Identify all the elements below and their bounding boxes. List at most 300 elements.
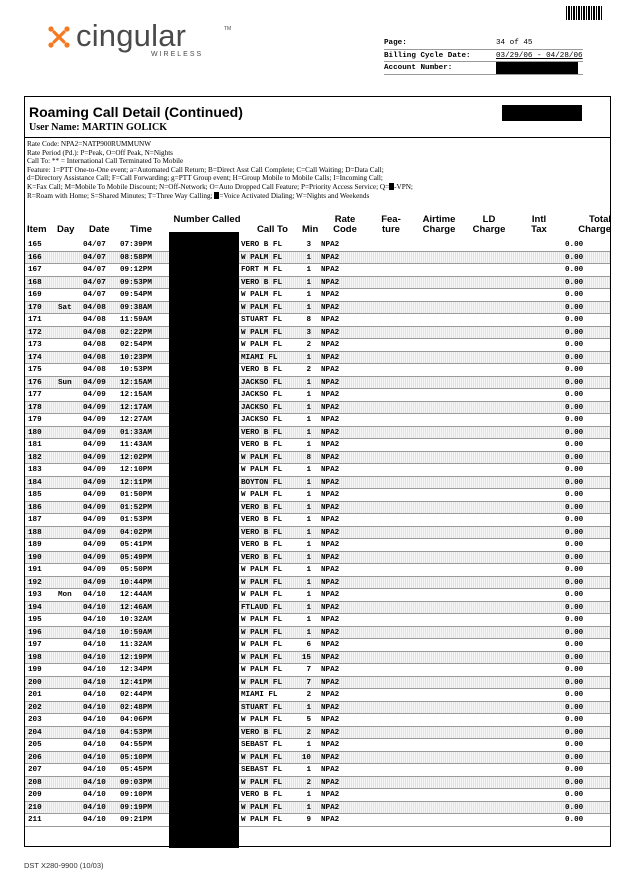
cell-total: 0.00 <box>565 241 584 249</box>
cell-min: 1 <box>306 428 311 437</box>
cell-time: 12:27AM <box>120 416 152 424</box>
cell-date: 04/10 <box>83 603 106 612</box>
col-ld-2: Charge <box>472 224 506 235</box>
cell-date: 04/08 <box>83 316 106 324</box>
cell-rate: NPA2 <box>321 303 340 312</box>
cell-time: 12:15AM <box>120 391 152 399</box>
cell-min: 1 <box>306 803 311 812</box>
cell-total: 0.00 <box>565 478 584 487</box>
table-row <box>25 702 610 715</box>
cell-call-to: VERO B FL <box>241 516 283 524</box>
cell-rate: NPA2 <box>321 778 340 787</box>
cell-min: 1 <box>306 528 311 537</box>
cell-min: 7 <box>306 678 311 687</box>
cell-time: 11:43AM <box>120 441 152 449</box>
table-row <box>25 777 610 790</box>
cell-call-to: W PALM FL <box>241 816 283 824</box>
cell-total: 0.00 <box>565 691 584 699</box>
cell-rate: NPA2 <box>321 378 340 387</box>
cell-time: 10:23PM <box>120 353 152 362</box>
cell-call-to: JACKSO FL <box>241 403 283 412</box>
cell-item: 202 <box>28 703 42 712</box>
cell-total: 0.00 <box>565 328 584 337</box>
cell-date: 04/10 <box>83 753 106 762</box>
cell-call-to: W PALM FL <box>241 653 283 662</box>
cell-total: 0.00 <box>565 391 584 399</box>
cell-min: 1 <box>306 766 311 774</box>
col-min: Min <box>302 224 319 235</box>
cell-date: 04/10 <box>83 666 106 674</box>
cell-rate: NPA2 <box>321 691 340 699</box>
cell-min: 2 <box>306 728 311 737</box>
cell-date: 04/10 <box>83 616 106 624</box>
cell-total: 0.00 <box>565 528 584 537</box>
col-feature-2: ture <box>382 224 400 235</box>
cell-item: 196 <box>28 628 42 637</box>
cell-total: 0.00 <box>565 753 584 762</box>
cell-date: 04/10 <box>83 703 106 712</box>
cell-rate: NPA2 <box>321 803 340 812</box>
cell-date: 04/09 <box>83 541 106 549</box>
cell-total: 0.00 <box>565 266 584 274</box>
cell-item: 174 <box>28 353 42 362</box>
cell-rate: NPA2 <box>321 666 340 674</box>
cell-call-to: FORT M FL <box>241 266 283 274</box>
col-intl-1: Intl <box>531 214 547 225</box>
cell-rate: NPA2 <box>321 391 340 399</box>
cell-item: 208 <box>28 778 42 787</box>
cell-min: 1 <box>306 703 311 712</box>
table-row <box>25 602 610 615</box>
cell-total: 0.00 <box>565 303 584 312</box>
table-row <box>25 752 610 765</box>
cell-total: 0.00 <box>565 653 584 662</box>
cell-item: 167 <box>28 266 42 274</box>
cell-call-to: SEBAST FL <box>241 766 283 774</box>
cell-min: 1 <box>306 628 311 637</box>
col-rate-2: Code <box>333 224 357 235</box>
cell-date: 04/10 <box>83 591 106 599</box>
table-row <box>25 377 610 390</box>
cell-date: 04/10 <box>83 741 106 749</box>
cell-date: 04/10 <box>83 628 106 637</box>
cell-call-to: STUART FL <box>241 316 283 324</box>
cell-item: 192 <box>28 578 42 587</box>
cell-total: 0.00 <box>565 766 584 774</box>
cell-rate: NPA2 <box>321 491 340 499</box>
title-redaction <box>502 105 582 121</box>
cell-date: 04/08 <box>83 341 106 349</box>
legend-feature-4 <box>27 192 609 201</box>
cell-time: 01:50PM <box>120 491 152 499</box>
cell-min: 10 <box>301 753 311 762</box>
cell-call-to: JACKSO FL <box>241 416 283 424</box>
cell-total: 0.00 <box>565 516 584 524</box>
cell-date: 04/09 <box>83 503 106 512</box>
cell-time: 05:45PM <box>120 766 152 774</box>
section-title: Roaming Call Detail (Continued) <box>29 104 243 120</box>
table-row <box>25 577 610 590</box>
cell-rate: NPA2 <box>321 341 340 349</box>
cell-time: 09:38AM <box>120 303 152 312</box>
cell-min: 1 <box>306 616 311 624</box>
col-intl-2: Tax <box>531 224 547 235</box>
cell-rate: NPA2 <box>321 641 340 649</box>
cell-rate: NPA2 <box>321 278 340 287</box>
table-row <box>25 489 610 502</box>
cell-rate: NPA2 <box>321 566 340 574</box>
cingular-logo <box>48 18 248 62</box>
table-row <box>25 514 610 527</box>
cell-min: 1 <box>306 791 311 799</box>
cell-total: 0.00 <box>565 278 584 287</box>
table-row <box>25 289 610 302</box>
cell-min: 1 <box>306 591 311 599</box>
cell-rate: NPA2 <box>321 366 340 374</box>
cell-time: 10:59AM <box>120 628 152 637</box>
cell-rate: NPA2 <box>321 453 340 462</box>
cell-time: 02:48PM <box>120 703 152 712</box>
cell-item: 178 <box>28 403 42 412</box>
table-row <box>25 364 610 377</box>
cell-time: 11:59AM <box>120 316 152 324</box>
table-header <box>25 214 610 238</box>
cell-call-to: BOYTON FL <box>241 478 283 487</box>
cell-min: 1 <box>306 378 311 387</box>
cell-item: 185 <box>28 491 42 499</box>
legend-feature-3a: K=Fax Call; M=Mobile To Mobile Discount; N=Off-Network; O=Auto Dropped Call Feature; P=Priority Access Service; Q= <box>27 182 390 191</box>
barcode <box>566 6 602 20</box>
cell-call-to: W PALM FL <box>241 628 283 637</box>
cell-time: 12:44AM <box>120 591 152 599</box>
table-row <box>25 339 610 352</box>
cell-item: 189 <box>28 541 42 549</box>
cell-time: 09:53PM <box>120 278 152 287</box>
cell-time: 12:17AM <box>120 403 152 412</box>
cell-time: 09:19PM <box>120 803 152 812</box>
cell-total: 0.00 <box>565 578 584 587</box>
cell-date: 04/09 <box>83 553 106 562</box>
cell-time: 07:39PM <box>120 241 152 249</box>
cell-call-to: VERO B FL <box>241 441 283 449</box>
cell-min: 9 <box>306 816 311 824</box>
cell-rate: NPA2 <box>321 728 340 737</box>
cell-min: 1 <box>306 566 311 574</box>
col-item: Item <box>27 224 47 235</box>
table-row <box>25 714 610 727</box>
cell-item: 175 <box>28 366 42 374</box>
cell-time: 04:53PM <box>120 728 152 737</box>
table-row <box>25 439 610 452</box>
cell-min: 1 <box>306 253 311 262</box>
cell-call-to: W PALM FL <box>241 753 283 762</box>
cell-call-to: JACKSO FL <box>241 378 283 387</box>
cell-rate: NPA2 <box>321 428 340 437</box>
account-number-redaction <box>496 62 578 74</box>
legend <box>27 140 609 200</box>
cell-time: 10:44PM <box>120 578 152 587</box>
cell-time: 09:12PM <box>120 266 152 274</box>
legend-feature-2: d=Directory Assistance Call; F=Call Forwarding; g=PTT Group event; H=Group Mobile to Mobile Calls; I=Incoming Call; <box>27 174 383 183</box>
col-feature-1: Fea- <box>381 214 401 225</box>
table-row <box>25 639 610 652</box>
table-row <box>25 789 610 802</box>
cell-time: 05:49PM <box>120 553 152 562</box>
cell-call-to: VERO B FL <box>241 541 283 549</box>
cell-total: 0.00 <box>565 741 584 749</box>
cell-call-to: JACKSO FL <box>241 391 283 399</box>
table-row <box>25 764 610 777</box>
table-row <box>25 814 610 827</box>
cell-rate: NPA2 <box>321 416 340 424</box>
cell-item: 172 <box>28 328 42 337</box>
cell-total: 0.00 <box>565 441 584 449</box>
table-row <box>25 502 610 515</box>
cell-date: 04/08 <box>83 366 106 374</box>
cell-item: 195 <box>28 616 42 624</box>
cell-item: 188 <box>28 528 42 537</box>
table-row <box>25 389 610 402</box>
cell-rate: NPA2 <box>321 541 340 549</box>
col-call-to: Call To <box>257 224 288 235</box>
table-row <box>25 527 610 540</box>
table-row <box>25 239 610 252</box>
cell-date: 04/08 <box>83 353 106 362</box>
cell-total: 0.00 <box>565 566 584 574</box>
cell-time: 09:03PM <box>120 778 152 787</box>
cell-date: 04/10 <box>83 766 106 774</box>
cell-time: 12:10PM <box>120 466 152 474</box>
cell-item: 187 <box>28 516 42 524</box>
cell-min: 1 <box>306 741 311 749</box>
table-row <box>25 352 610 365</box>
cell-time: 04:55PM <box>120 741 152 749</box>
cell-call-to: W PALM FL <box>241 253 283 262</box>
cell-call-to: W PALM FL <box>241 466 283 474</box>
cell-day: Mon <box>58 591 72 599</box>
table-row <box>25 614 610 627</box>
cingular-x-icon <box>48 26 70 48</box>
cell-call-to: VERO B FL <box>241 428 283 437</box>
cell-call-to: VERO B FL <box>241 553 283 562</box>
cell-min: 1 <box>306 516 311 524</box>
table-row <box>25 414 610 427</box>
cell-call-to: W PALM FL <box>241 578 283 587</box>
cell-time: 01:33AM <box>120 428 152 437</box>
cell-item: 199 <box>28 666 42 674</box>
table-row <box>25 402 610 415</box>
cell-total: 0.00 <box>565 503 584 512</box>
cell-call-to: SEBAST FL <box>241 741 283 749</box>
cell-min: 2 <box>306 341 311 349</box>
cell-time: 12:41PM <box>120 678 152 687</box>
cell-item: 177 <box>28 391 42 399</box>
legend-feature-4a: R=Roam with Home; S=Shared Minutes; T=Three Way Calling; <box>27 191 215 200</box>
cell-total: 0.00 <box>565 378 584 387</box>
cell-rate: NPA2 <box>321 628 340 637</box>
cell-time: 05:10PM <box>120 753 152 762</box>
cell-item: 173 <box>28 341 42 349</box>
cell-min: 1 <box>306 541 311 549</box>
cell-time: 11:32AM <box>120 641 152 649</box>
col-time: Time <box>130 224 153 235</box>
table-row <box>25 464 610 477</box>
col-number-called: Number Called <box>173 214 241 225</box>
user-name: User Name: MARTIN GOLICK <box>29 122 168 133</box>
cell-date: 04/09 <box>83 516 106 524</box>
cell-time: 12:34PM <box>120 666 152 674</box>
cell-total: 0.00 <box>565 778 584 787</box>
divider <box>25 137 610 138</box>
cell-call-to: STUART FL <box>241 703 283 712</box>
cell-date: 04/10 <box>83 778 106 787</box>
cell-date: 04/09 <box>83 403 106 412</box>
cell-date: 04/07 <box>83 291 106 299</box>
cell-call-to: W PALM FL <box>241 453 283 462</box>
cell-item: 193 <box>28 591 42 599</box>
cell-rate: NPA2 <box>321 441 340 449</box>
cell-date: 04/07 <box>83 253 106 262</box>
billing-value: 03/29/06 - 04/28/06 <box>496 51 583 60</box>
cell-total: 0.00 <box>565 428 584 437</box>
cell-date: 04/08 <box>83 303 106 312</box>
cell-date: 04/10 <box>83 716 106 724</box>
cell-time: 05:50PM <box>120 566 152 574</box>
cell-total: 0.00 <box>565 316 584 324</box>
table-row <box>25 427 610 440</box>
cell-total: 0.00 <box>565 728 584 737</box>
cell-min: 1 <box>306 578 311 587</box>
cell-min: 1 <box>306 266 311 274</box>
cell-rate: NPA2 <box>321 316 340 324</box>
cell-date: 04/07 <box>83 241 106 249</box>
cell-total: 0.00 <box>565 591 584 599</box>
cell-item: 176 <box>28 378 42 387</box>
cell-date: 04/09 <box>83 391 106 399</box>
cell-item: 204 <box>28 728 42 737</box>
cell-date: 04/09 <box>83 491 106 499</box>
cell-total: 0.00 <box>565 716 584 724</box>
col-total-2: Charge <box>578 224 611 235</box>
cell-total: 0.00 <box>565 603 584 612</box>
cell-time: 10:32AM <box>120 616 152 624</box>
brand-tm: TM <box>224 26 232 32</box>
cell-item: 198 <box>28 653 42 662</box>
cell-rate: NPA2 <box>321 616 340 624</box>
cell-total: 0.00 <box>565 253 584 262</box>
cell-time: 12:19PM <box>120 653 152 662</box>
cell-time: 12:15AM <box>120 378 152 387</box>
cell-item: 205 <box>28 741 42 749</box>
call-detail-section <box>24 96 611 847</box>
cell-rate: NPA2 <box>321 528 340 537</box>
cell-item: 183 <box>28 466 42 474</box>
cell-date: 04/09 <box>83 441 106 449</box>
cell-date: 04/09 <box>83 478 106 487</box>
cell-rate: NPA2 <box>321 603 340 612</box>
cell-total: 0.00 <box>565 366 584 374</box>
cell-min: 1 <box>306 403 311 412</box>
cell-time: 09:21PM <box>120 816 152 824</box>
cell-total: 0.00 <box>565 816 584 824</box>
cell-day: Sat <box>58 303 72 312</box>
cell-rate: NPA2 <box>321 241 340 249</box>
cell-item: 200 <box>28 678 42 687</box>
cell-time: 05:41PM <box>120 541 152 549</box>
legend-feature-1: Feature: 1=PTT One-to-One event; a=Automated Call Return; B=Direct Asst Call Complete; C=Call Waiting; D=Data Call; <box>27 165 384 174</box>
cell-date: 04/09 <box>83 416 106 424</box>
cell-rate: NPA2 <box>321 503 340 512</box>
cell-rate: NPA2 <box>321 253 340 262</box>
cell-rate: NPA2 <box>321 678 340 687</box>
cell-item: 211 <box>28 816 42 824</box>
cell-time: 02:44PM <box>120 691 152 699</box>
cell-date: 04/09 <box>83 466 106 474</box>
cell-date: 04/09 <box>83 566 106 574</box>
cell-call-to: W PALM FL <box>241 328 283 337</box>
table-row <box>25 277 610 290</box>
cell-min: 8 <box>306 316 311 324</box>
cell-date: 04/10 <box>83 803 106 812</box>
cell-min: 2 <box>306 366 311 374</box>
cell-min: 3 <box>306 241 311 249</box>
cell-call-to: W PALM FL <box>241 666 283 674</box>
col-date: Date <box>89 224 110 235</box>
cell-date: 04/09 <box>83 378 106 387</box>
cell-call-to: VERO B FL <box>241 503 283 512</box>
cell-call-to: W PALM FL <box>241 491 283 499</box>
cell-min: 1 <box>306 553 311 562</box>
number-called-redaction <box>169 232 239 848</box>
cell-total: 0.00 <box>565 403 584 412</box>
cell-item: 197 <box>28 641 42 649</box>
cell-date: 04/10 <box>83 791 106 799</box>
cell-min: 15 <box>301 653 311 662</box>
cell-total: 0.00 <box>565 791 584 799</box>
cell-min: 1 <box>306 603 311 612</box>
cell-min: 6 <box>306 641 311 649</box>
cell-rate: NPA2 <box>321 591 340 599</box>
cell-item: 207 <box>28 766 42 774</box>
cell-time: 08:58PM <box>120 253 152 262</box>
cell-call-to: VERO B FL <box>241 791 283 799</box>
cell-rate: NPA2 <box>321 403 340 412</box>
cell-call-to: VERO B FL <box>241 241 283 249</box>
cell-item: 201 <box>28 691 42 699</box>
cell-item: 182 <box>28 453 42 462</box>
cell-item: 169 <box>28 291 42 299</box>
table-row <box>25 252 610 265</box>
cell-rate: NPA2 <box>321 478 340 487</box>
cell-total: 0.00 <box>565 541 584 549</box>
cell-call-to: W PALM FL <box>241 641 283 649</box>
brand-name: cingular <box>76 18 187 53</box>
table-row <box>25 664 610 677</box>
cell-date: 04/09 <box>83 528 106 537</box>
cell-time: 02:22PM <box>120 328 152 337</box>
cell-min: 8 <box>306 453 311 462</box>
cell-call-to: W PALM FL <box>241 616 283 624</box>
table-row <box>25 314 610 327</box>
cell-min: 3 <box>306 328 311 337</box>
table-row <box>25 302 610 315</box>
cell-total: 0.00 <box>565 453 584 462</box>
cell-min: 5 <box>306 716 311 724</box>
cell-date: 04/10 <box>83 816 106 824</box>
cell-total: 0.00 <box>565 341 584 349</box>
legend-feature-4b: =Voice Activated Dialing; W=Nights and Weekends <box>219 191 370 200</box>
cell-rate: NPA2 <box>321 653 340 662</box>
